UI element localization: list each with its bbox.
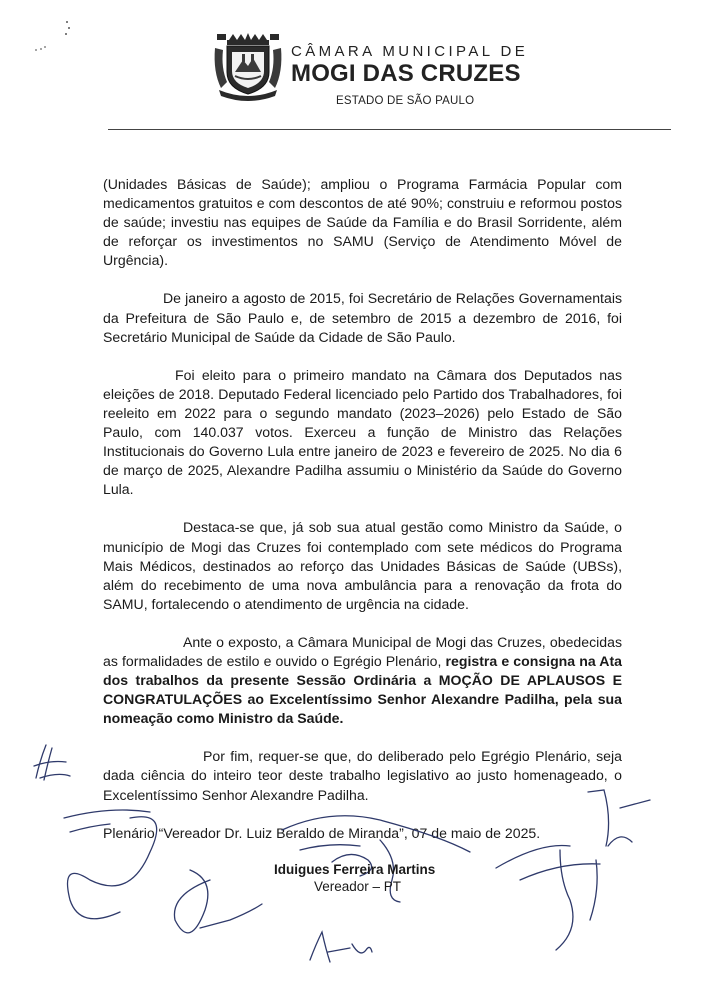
paragraph-4: Destaca-se que, já sob sua atual gestão como Ministro da Saúde, o município de Mogi das Cruzes foi contemplado com sete médicos do Programa Mais Médicos, destinados ao reforço das Unidades Básicas de Saúde (UBSs), além do recebimento de uma nova ambulância para a renovação da frota do SAMU, fortalecendo o atendimento de urgência na cidade. [103, 519, 622, 612]
paragraph-1: (Unidades Básicas de Saúde); ampliou o Programa Farmácia Popular com medicamentos gratuitos e com descontos de até 90%; construiu e reformou postos de saúde; investiu nas equipes de Saúde da Família e do Brasil Sorridente, além de reforçar os investimentos no SAMU (Serviço de Atendimento Móvel de Urgência). [103, 176, 622, 269]
header-state: ESTADO DE SÃO PAULO [336, 95, 475, 107]
paragraph-5 [103, 633, 622, 728]
header-city-name: MOGI DAS CRUZES [291, 60, 521, 87]
signatory-role: Vereador – PT [314, 879, 402, 894]
municipal-crest-icon [213, 32, 283, 102]
signatory-name: Iduigues Ferreira Martins [274, 862, 436, 877]
closing-date-line: Plenário “Vereador Dr. Luiz Beraldo de Miranda”, 07 de maio de 2025. [103, 824, 541, 841]
paragraph-2: De janeiro a agosto de 2015, foi Secretário de Relações Governamentais da Prefeitura de São Paulo e, de setembro de 2015 a dezembro de 2016, foi Secretário Municipal de Saúde da Cidade de São Paulo. [103, 290, 622, 345]
letterhead [0, 0, 720, 140]
paragraph-6: Por fim, requer-se que, do deliberado pelo Egrégio Plenário, seja dada ciência do inteiro teor deste trabalho legislativo ao justo homenageado, o Excelentíssimo Senhor Alexandre Padilha. [103, 748, 622, 803]
header-line-1: CÂMARA MUNICIPAL DE [291, 43, 529, 60]
paragraph-5-bold: registra e consigna na Ata dos trabalhos da presente Sessão Ordinária a MOÇÃO DE APLAUSOS E CONGRATULAÇÕES ao Excelentíssimo Senhor Alexandre Padilha, pela sua nomeação como Ministro da Saúde. [103, 652, 622, 727]
paragraph-3: Foi eleito para o primeiro mandato na Câmara dos Deputados nas eleições de 2018. Deputado Federal licenciado pelo Partido dos Trabalhadores, foi reeleito em 2022 para o segundo mandato (2023–2026) pelo Estado de São Paulo, com 140.037 votos. Exerceu a função de Ministro das Relações Institucionais do Governo Lula entre janeiro de 2023 e fevereiro de 2025. No dia 6 de março de 2025, Alexandre Padilha assumiu o Ministério da Saúde do Governo Lula. [103, 366, 622, 498]
paragraph-5-text: Ante o exposto, a Câmara Municipal de Mogi das Cruzes, obedecidas as formalidades de estilo e ouvido o Egrégio Plenário, [103, 633, 622, 669]
header-rule [108, 129, 671, 130]
